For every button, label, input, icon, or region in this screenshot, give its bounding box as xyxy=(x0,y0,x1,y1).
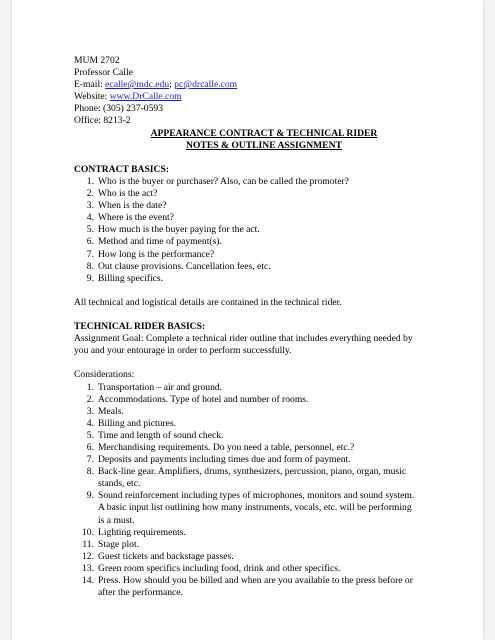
list-item-text: Sound reinforcement including types of microphones, monitors and sound system. xyxy=(98,490,415,502)
list-number: 7. xyxy=(86,248,94,260)
rider-item xyxy=(74,442,454,454)
contract-item xyxy=(74,188,454,200)
list-number: 5. xyxy=(86,429,94,441)
rider-item xyxy=(74,563,454,575)
list-item-text: Accommodations. Type of hotel and number of rooms. xyxy=(98,393,309,405)
document-content xyxy=(74,55,454,599)
contract-item xyxy=(74,176,454,188)
list-number: 13. xyxy=(82,562,94,574)
list-item-text: How long is the performance? xyxy=(98,248,215,260)
list-item-text: Lighting requirements. xyxy=(98,526,186,538)
phone-line: Phone: (305) 237-0593 xyxy=(74,103,163,115)
list-item-text: Who is the act? xyxy=(98,188,158,200)
contract-note: All technical and logistical details are contained in the technical rider. xyxy=(74,296,342,308)
list-number: 2. xyxy=(86,188,94,200)
website-line xyxy=(74,91,454,103)
list-item-text: Out clause provisions. Cancellation fees, etc. xyxy=(98,260,271,272)
assignment-goal-line-1: Assignment Goal: Complete a technical rider outline that includes everything needed by xyxy=(74,333,413,345)
list-number: 3. xyxy=(86,200,94,212)
contract-item xyxy=(74,212,454,224)
list-number: 8. xyxy=(86,260,94,272)
contract-list xyxy=(74,176,454,285)
list-number: 12. xyxy=(82,550,94,562)
rider-item xyxy=(74,575,454,599)
list-item-text: Time and length of sound check. xyxy=(98,429,224,441)
rider-item xyxy=(74,490,454,526)
assignment-goal-line-2: you and your entourage in order to perform successfully. xyxy=(74,345,292,357)
rider-item xyxy=(74,454,454,466)
rider-item xyxy=(74,418,454,430)
office-line: Office: 8213-2 xyxy=(74,115,131,127)
contract-item xyxy=(74,249,454,261)
contract-item xyxy=(74,224,454,236)
list-item-text: Where is the event? xyxy=(98,212,174,224)
contract-item xyxy=(74,200,454,212)
rider-item xyxy=(74,539,454,551)
list-item-text: Guest tickets and backstage passes. xyxy=(98,550,234,562)
rider-heading: TECHNICAL RIDER BASICS: xyxy=(74,321,206,333)
list-item-text: A basic input list outlining how many instruments, vocals, etc. will be performing xyxy=(98,502,412,514)
email-separator: ; xyxy=(169,79,175,91)
contract-item xyxy=(74,236,454,248)
list-item-text: Green room specifics including food, drink and other specifics. xyxy=(98,562,341,574)
list-number: 11. xyxy=(82,538,94,550)
list-item-text: Back-line gear. Amplifiers, drums, synthesizers, percussion, piano, organ, music xyxy=(98,466,407,478)
list-item-text: after the performance. xyxy=(98,587,183,599)
list-number: 10. xyxy=(82,526,94,538)
list-item-text: Press. How should you be billed and when are you available to the press before or xyxy=(98,575,413,587)
rider-item xyxy=(74,551,454,563)
email-link-mdc[interactable]: ecalle@mdc.edu xyxy=(105,79,170,91)
website-label: Website: xyxy=(74,91,110,103)
contract-item xyxy=(74,273,454,285)
rider-item xyxy=(74,394,454,406)
document-subtitle: NOTES & OUTLINE ASSIGNMENT xyxy=(186,139,342,151)
list-item-text: Method and time of payment(s). xyxy=(98,236,222,248)
list-item-text: Transportation – air and ground. xyxy=(98,381,223,393)
list-item-text: Billing specifics. xyxy=(98,272,164,284)
list-number: 6. xyxy=(86,442,94,453)
rider-item xyxy=(74,382,454,394)
list-number: 5. xyxy=(86,224,94,236)
list-item-text: Deposits and payments including times due and form of payment. xyxy=(98,454,351,466)
document-page xyxy=(12,0,483,640)
list-number: 1. xyxy=(86,175,94,187)
list-number: 4. xyxy=(86,417,94,429)
considerations-label: Considerations: xyxy=(74,369,135,381)
list-item-text: How much is the buyer paying for the act. xyxy=(98,224,260,236)
list-number: 4. xyxy=(86,212,94,224)
rider-item xyxy=(74,527,454,539)
list-number: 9. xyxy=(86,272,94,284)
email-line xyxy=(74,79,454,91)
list-item-text: When is the date? xyxy=(98,200,167,212)
rider-item xyxy=(74,406,454,418)
professor-name: Professor Calle xyxy=(74,67,133,79)
list-number: 14. xyxy=(82,575,94,587)
list-number: 2. xyxy=(86,393,94,405)
email-link-drcalle[interactable]: pc@drcalle.com xyxy=(174,79,238,91)
list-item-text: is a must. xyxy=(98,514,135,526)
list-item-text: Who is the buyer or purchaser? Also, can be called the promoter? xyxy=(98,175,349,187)
list-number: 6. xyxy=(86,236,94,248)
list-number: 1. xyxy=(86,381,94,393)
list-number: 8. xyxy=(86,466,94,478)
list-number: 3. xyxy=(86,405,94,417)
list-item-text: Merchandising requirements. Do you need a table, personnel, etc.? xyxy=(98,442,355,453)
list-item-text: Meals. xyxy=(98,405,124,417)
contract-item xyxy=(74,261,454,273)
course-code: MUM 2702 xyxy=(74,55,120,66)
contract-heading: CONTRACT BASICS: xyxy=(74,163,169,175)
email-label: E-mail: xyxy=(74,79,106,91)
list-item-text: Stage plot. xyxy=(98,538,140,550)
list-number: 9. xyxy=(86,490,94,502)
rider-item xyxy=(74,466,454,490)
list-item-text: Billing and pictures. xyxy=(98,417,177,429)
rider-item xyxy=(74,430,454,442)
rider-list xyxy=(74,382,454,600)
document-title: APPEARANCE CONTRACT & TECHNICAL RIDER xyxy=(150,127,378,139)
list-item-text: stands, etc. xyxy=(98,478,141,490)
list-number: 7. xyxy=(86,454,94,466)
website-link[interactable]: www.DrCalle.com xyxy=(109,91,182,103)
